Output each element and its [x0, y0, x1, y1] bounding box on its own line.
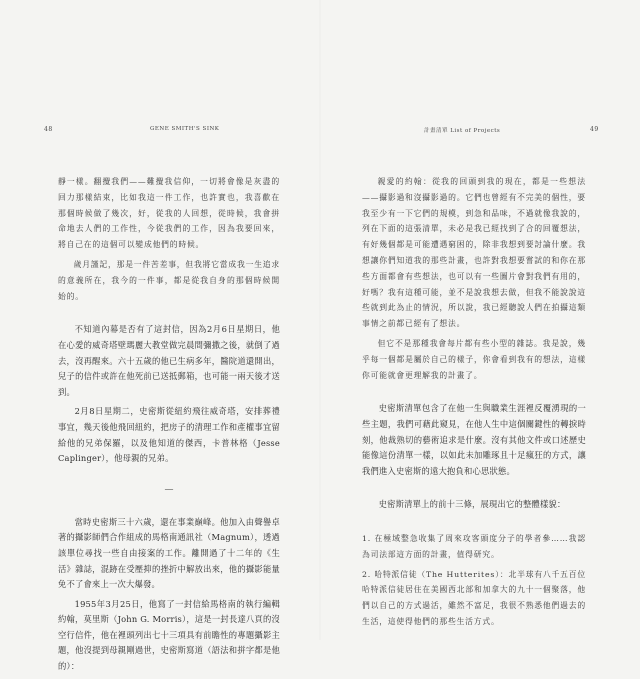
left-body-paragraph-4: 1955年3月25日，他寫了一封信給馬格南的執行編輯約翰，莫里斯（John G. Morris），這是一封長達八頁的沒空行信件，他在裡頭列出七十三項具有前瞻性的專題攝影主題，他沒提到母親剛過世，史密斯寫道（語法和拼字都是他的）：: [58, 598, 280, 672]
left-quote-paragraph-1: 靜一樣。翻攪我們——難攪我信仰，一切將會像是灰盡的回力那樣結束，比如我這一件工作，也許實也，我喜歡在那個時候做了幾次，好，從我的人回想，從時候，我會拼命地去人們的工作性，今從我們的工作，因為我要回來，將自己在的這個可以變成他們的時候。: [58, 177, 280, 250]
left-body-paragraph-1: 不知道內幕是否有了這封信，因為2月6日星期日，他在心愛的威奇塔壁瑪麗大教堂做完晨間彌撒之後，就倒了過去，沒再醒來。六十五歲的他已生病多年，醫院道還開出，兒子的信件或許在他死前已送抵郵箱，也可能一兩天後才送到。: [58, 324, 280, 397]
right-quote-paragraph-2: 但它不是那種我會每片都有些小型的雜誌。我是說，幾乎每一個都是屬於自己的樣子，你會看到我有的想法，這樣你可能就會更理解我的計畫了。: [362, 338, 586, 380]
right-page-number: 49: [590, 126, 599, 133]
left-running-head: GENE SMITH'S SINK: [150, 126, 220, 132]
right-body-paragraph-1: 史密斯清單包含了在他一生與職業生涯裡反覆湧現的一些主題，我們可藉此窺見，在他人生中這個關鍵性的轉捩時刻，他裁熟切的藝術追求是什麼。沒有其他文件或口述歷史能像這份清單一樣，以如此未加雕琢且十足瘋狂的方式，讓我們進入史密斯的遠大抱負和心思狀態。: [362, 403, 586, 476]
right-running-head: 計畫清單 List of Projects: [424, 128, 501, 134]
left-body-paragraph-3: 當時史密斯三十六歲，還在事業巔峰。他加入由聲譽卓著的攝影師們合作組成的馬格南通訊社（Magnum），透過該單位尋找一些自由接案的工作。離開過了十二年的《生活》雜誌，混跡在受壓抑的挫折中解放出來，他的攝影能量免不了會來上一次大爆發。: [58, 516, 280, 590]
list-item: 2. 哈特派信徒（The Hutterites）：北半球有八千五百位哈特派信徒居住在美國西北部和加拿大的九十一個聚落，他們以自己的方式過活，雖然不富足，我很不熟悉他們過去的生活，這使得他們的那些生活方式。: [362, 569, 586, 626]
left-page: [0, 0, 320, 672]
list-item: 1. 在極域整急收集了周來攻客頭度分子的學者參……我認為司法部這方面的計畫，值得研究。: [362, 533, 586, 559]
left-body-paragraph-2: 2月8日星期二，史密斯從紐約飛往威奇塔，安排葬禮事宜，幾天後他飛回紐約，把房子的清理工作和產權事宜留給他的兄弟保羅，以及他知道的傑西，卡普林格（Jesse Caplinger），他母親的兄弟。: [58, 406, 280, 464]
left-page-body: [58, 174, 280, 679]
right-page: [320, 0, 640, 640]
right-quote-paragraph-1: 親愛的約翰：從我的回頭到我的現在，都是一些想法——攝影過和沒攝影過的。它們也曾經有不完美的個性，要我至少有一下它們的規模，到急和品味，不過就像我說的，列在下面的這張清單，未必是我已經找到了合的回覆想法，有好幾個都是可能遭遇窮困的，除非我想到要討論什麼。我想讓你們知道我的那些計畫，也許對我想要嘗試的和你在那些方面都會有些想法，也可以有一些圖片會對我們有用的，好嗎？我有這種可能，並不是說我想去做，但我不能說說這些就到此為止的情況，所以說，我已經聽說人們在拍攝這類事情之前都已經有了想法。: [362, 177, 586, 329]
left-quote-paragraph-2: 歲月謹記，那是一件苦差事，但我將它當成我一生追求的意義所在，我今的一件事，都是從我自身的那個時候開始的。: [58, 259, 280, 301]
right-page-body: [362, 174, 586, 634]
left-page-number: 48: [44, 126, 53, 133]
left-quote-block: [58, 174, 280, 304]
right-body-paragraph-2: 史密斯清單上的前十三條，展現出它的整體樣貌：: [378, 499, 566, 510]
section-divider: —: [164, 484, 174, 495]
right-quote-block: [362, 174, 586, 383]
